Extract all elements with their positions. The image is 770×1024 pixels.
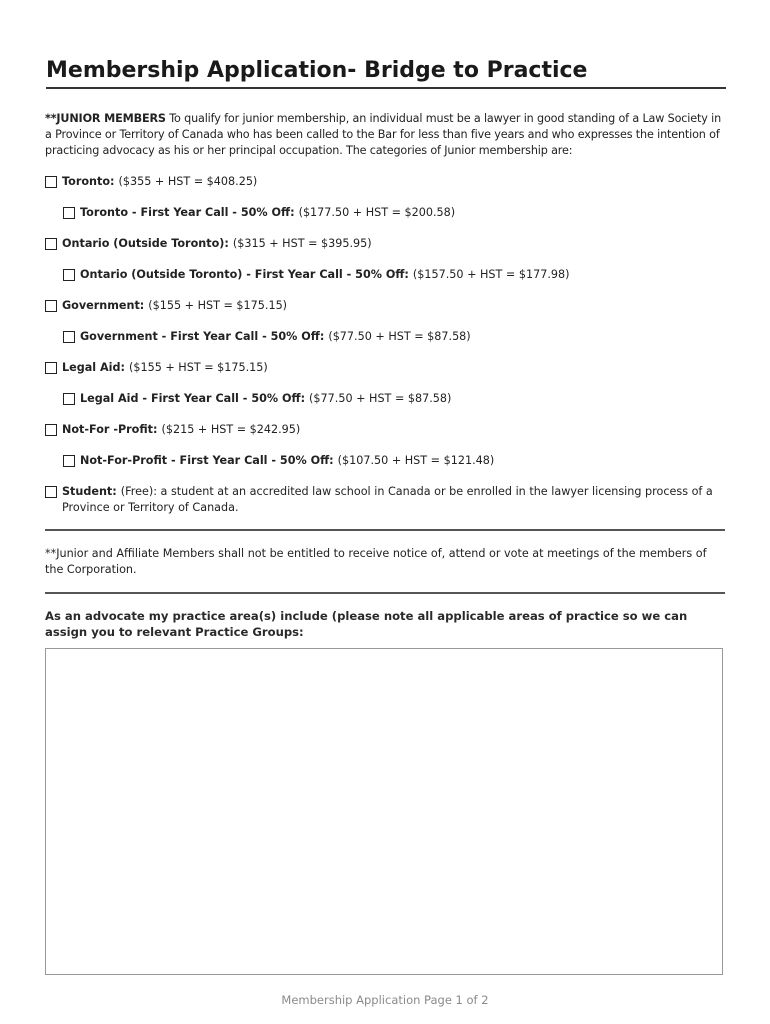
option-government[interactable] (45, 298, 287, 314)
option-price: ($77.50 + HST = $87.58) (309, 392, 452, 405)
option-name: Government - First Year Call - 50% Off: (80, 330, 325, 343)
page-title: Membership Application- Bridge to Practice (46, 58, 726, 89)
option-price: ($355 + HST = $408.25) (118, 175, 258, 188)
option-government-first-year[interactable] (63, 329, 471, 345)
option-ontario-first-year[interactable] (63, 267, 569, 283)
junior-members-intro (45, 111, 727, 159)
option-price: ($107.50 + HST = $121.48) (337, 454, 495, 467)
option-legal-aid-first-year[interactable] (63, 391, 451, 407)
divider (45, 592, 725, 594)
option-name: Legal Aid: (62, 361, 125, 374)
option-price: ($215 + HST = $242.95) (161, 423, 301, 436)
option-ontario[interactable] (45, 236, 372, 252)
junior-members-heading: **JUNIOR MEMBERS (45, 112, 166, 125)
option-not-for-profit[interactable] (45, 422, 300, 438)
option-price: ($315 + HST = $395.95) (232, 237, 372, 250)
option-name: Student: (62, 485, 117, 498)
ontario-checkbox[interactable] (45, 238, 57, 250)
option-legal-aid[interactable] (45, 360, 268, 376)
option-price: ($77.50 + HST = $87.58) (328, 330, 471, 343)
option-price: ($177.50 + HST = $200.58) (298, 206, 456, 219)
toronto-checkbox[interactable] (45, 176, 57, 188)
option-name: Not-For-Profit - First Year Call - 50% Off: (80, 454, 334, 467)
page-footer: Membership Application Page 1 of 2 (281, 993, 489, 1007)
junior-members-description: To qualify for junior membership, an individual must be a lawyer in good standing of a Law Society in a Province or Territory of Canada who has been called to the Bar for less than five years and who expresses the intention of practicing advocacy as his or her principal occupation. The categories of Junior membership are: (45, 112, 722, 157)
legal-aid-first-year-checkbox[interactable] (63, 393, 75, 405)
option-name: Ontario (Outside Toronto) - First Year Call - 50% Off: (80, 268, 409, 281)
government-first-year-checkbox[interactable] (63, 331, 75, 343)
not-for-profit-first-year-checkbox[interactable] (63, 455, 75, 467)
practice-areas-input[interactable] (45, 648, 723, 975)
option-name: Not-For -Profit: (62, 423, 158, 436)
not-for-profit-checkbox[interactable] (45, 424, 57, 436)
option-price: (Free): a student at an accredited law school in Canada or be enrolled in the lawyer licensing process of a Province or Territory of Canada. (62, 485, 713, 514)
option-price: ($157.50 + HST = $177.98) (412, 268, 570, 281)
option-name: Toronto - First Year Call - 50% Off: (80, 206, 295, 219)
option-price: ($155 + HST = $175.15) (128, 361, 268, 374)
ontario-first-year-checkbox[interactable] (63, 269, 75, 281)
option-toronto-first-year[interactable] (63, 205, 455, 221)
practice-areas-label: As an advocate my practice area(s) include (please note all applicable areas of practice so we can assign you to relevant Practice Groups: (45, 609, 688, 639)
toronto-first-year-checkbox[interactable] (63, 207, 75, 219)
option-name: Toronto: (62, 175, 115, 188)
student-option-text (62, 484, 725, 516)
legal-aid-checkbox[interactable] (45, 362, 57, 374)
option-name: Ontario (Outside Toronto): (62, 237, 229, 250)
option-toronto[interactable] (45, 174, 257, 190)
government-checkbox[interactable] (45, 300, 57, 312)
option-student[interactable] (45, 484, 725, 516)
divider (45, 529, 725, 531)
option-name: Government: (62, 299, 145, 312)
membership-note: **Junior and Affiliate Members shall not be entitled to receive notice of, attend or vote at meetings of the members of the Corporation. (45, 547, 707, 576)
student-checkbox[interactable] (45, 486, 57, 498)
option-price: ($155 + HST = $175.15) (148, 299, 288, 312)
option-name: Legal Aid - First Year Call - 50% Off: (80, 392, 306, 405)
option-not-for-profit-first-year[interactable] (63, 453, 494, 469)
